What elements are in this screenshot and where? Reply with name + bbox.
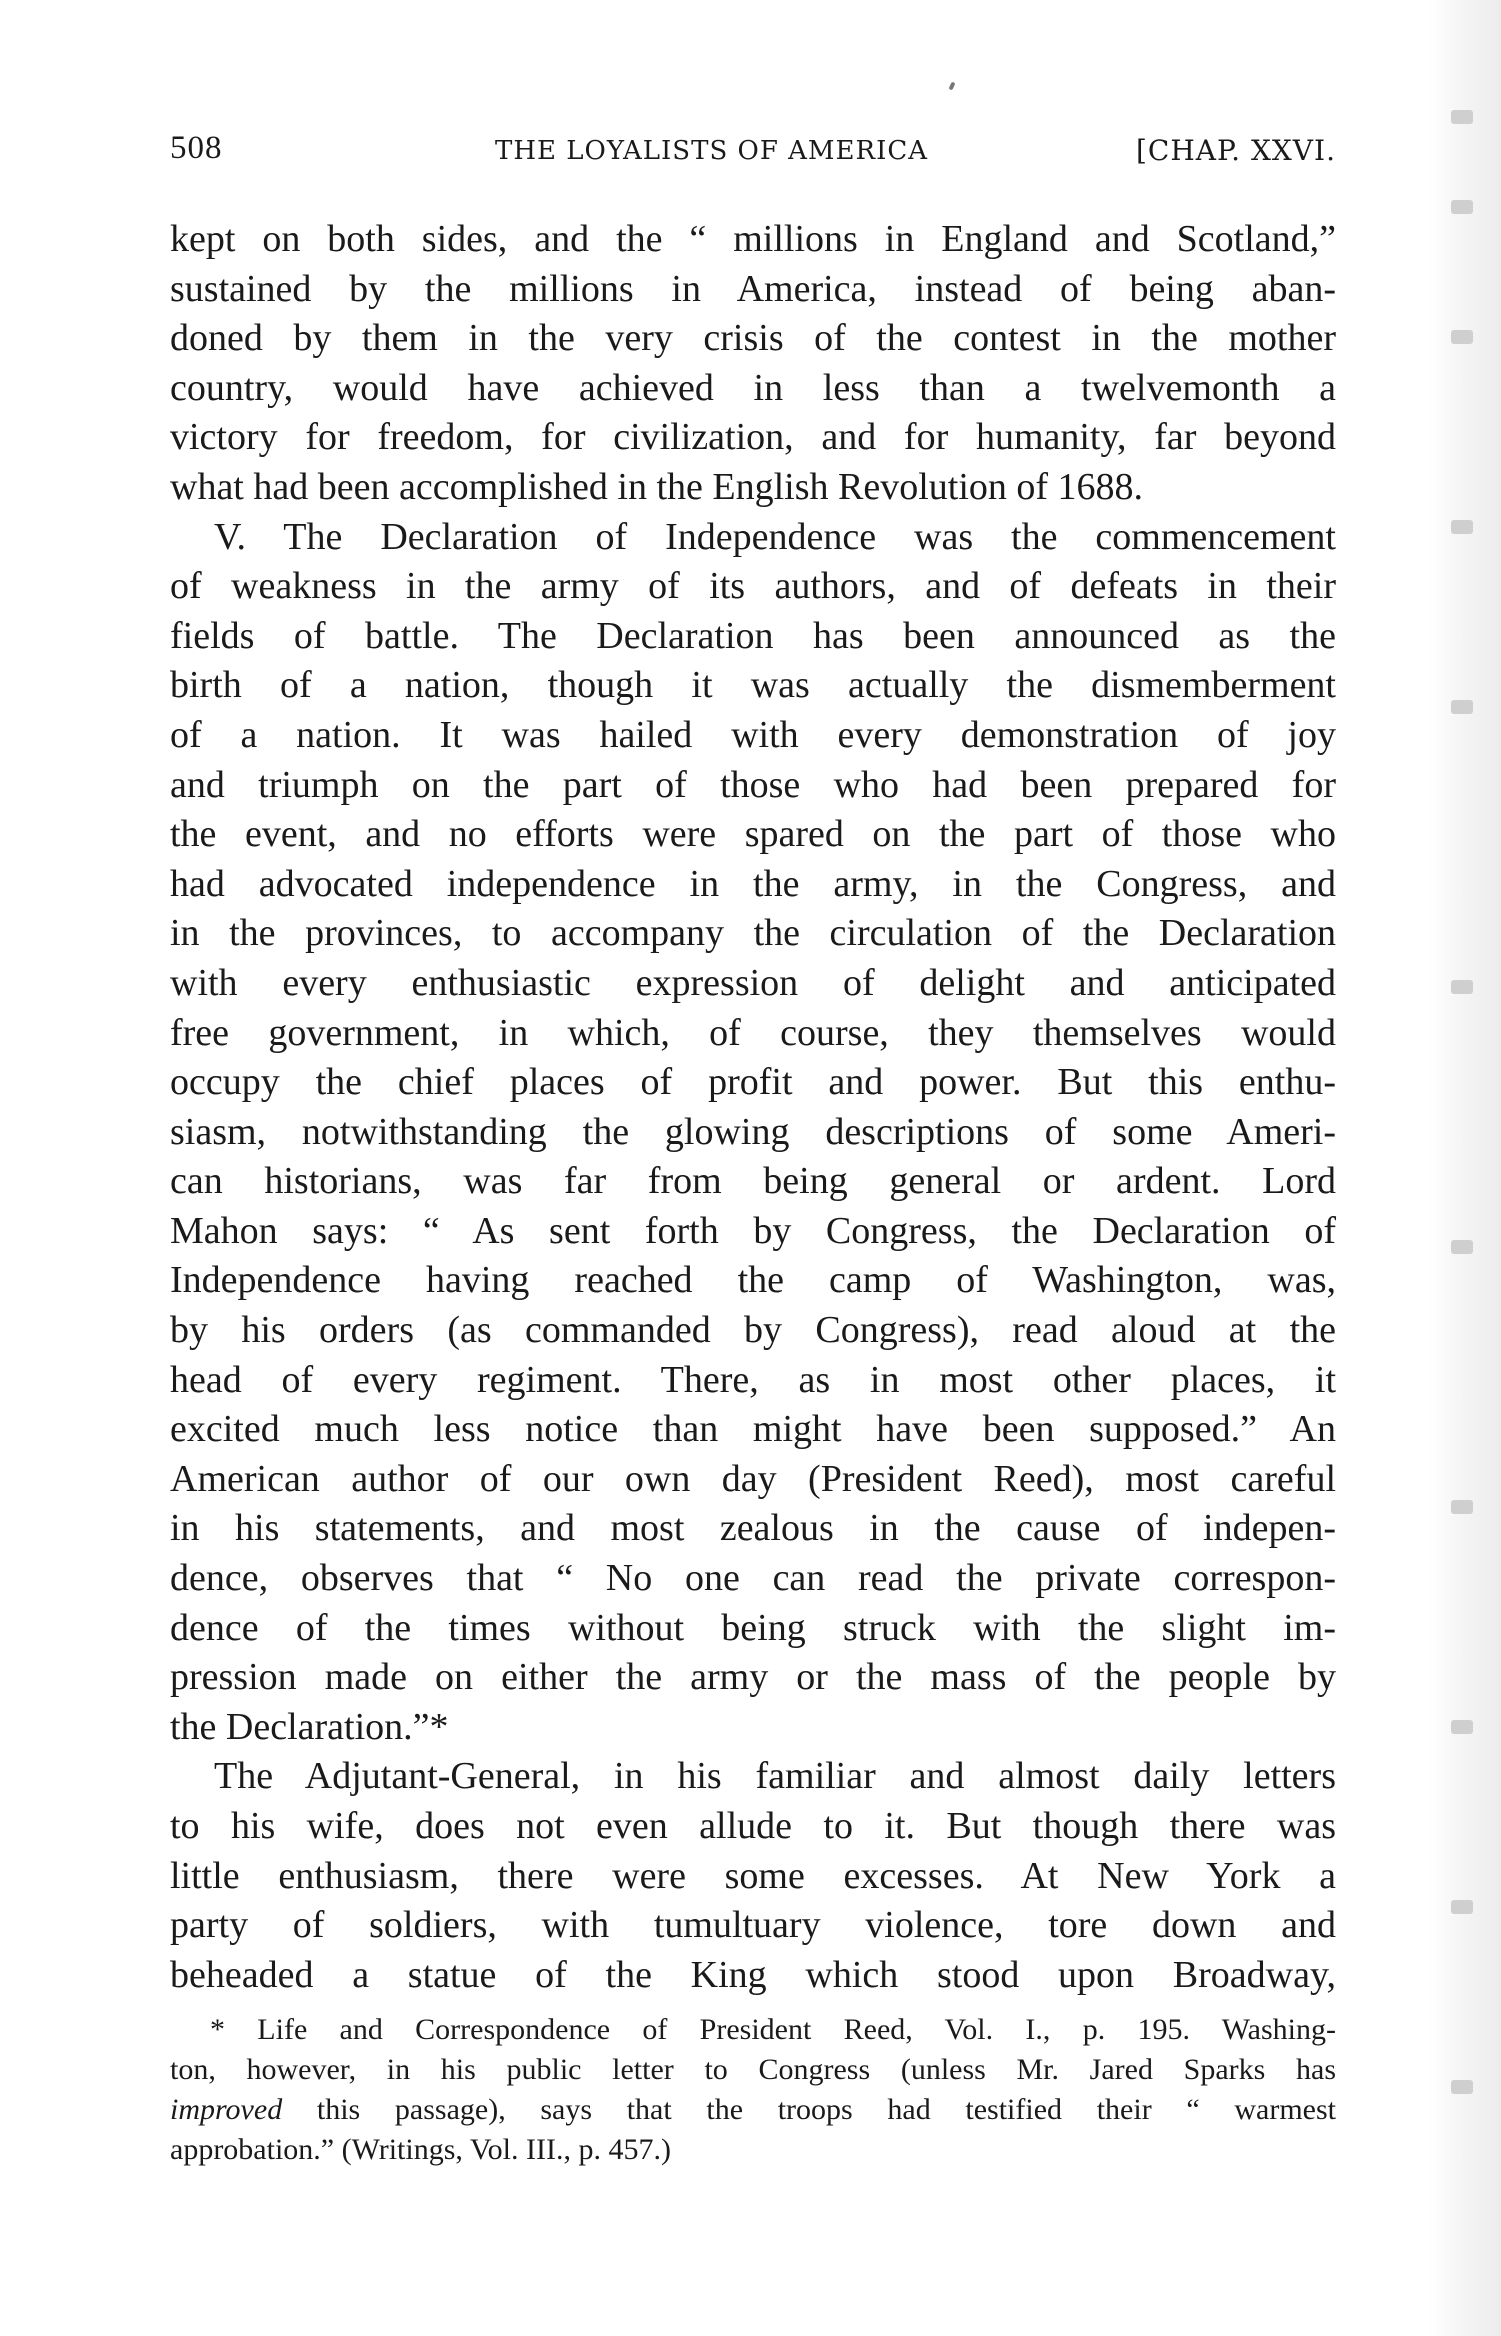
running-title: THE LOYALISTS OF AMERICA (495, 136, 929, 166)
text-line: American author of our own day (President Reed), most careful (170, 1457, 1336, 1500)
text-line: to his wife, does not even allude to it. But though there was (170, 1805, 1336, 1847)
ink-speck (948, 82, 955, 91)
text-line: doned by them in the very crisis of the contest in the mother (170, 317, 1336, 360)
footnote-line: approbation.” (Writings, Vol. III., p. 457.) (170, 2133, 671, 2166)
text-line: beheaded a statue of the King which stood upon Broadway, (170, 1953, 1336, 1996)
text-line: with every enthusiastic expression of delight and anticipated (170, 961, 1336, 1004)
text-line: country, would have achieved in less than a twelvemonth a (170, 366, 1336, 409)
facing-page-edge (1429, 0, 1501, 2336)
text-line: of a nation. It was hailed with every demonstration of joy (170, 713, 1336, 756)
text-line: head of every regiment. There, as in most other places, it (170, 1358, 1336, 1401)
body-text (170, 215, 1336, 2000)
page-number: 508 (170, 130, 223, 166)
bleed-mark (1451, 110, 1473, 124)
text-line: sustained by the millions in America, instead of being aban- (170, 267, 1336, 310)
text-line: had advocated independence in the army, in the Congress, and (170, 862, 1336, 905)
text-line: what had been accomplished in the English Revolution of 1688. (170, 465, 1144, 508)
text-line: kept on both sides, and the “ millions in England and Scotland,” (170, 218, 1336, 260)
bleed-mark (1451, 2080, 1473, 2094)
text-line: can historians, was far from being general or ardent. Lord (170, 1160, 1336, 1203)
footnote-line: ton, however, in his public letter to Congress (unless Mr. Jared Sparks has (170, 2053, 1336, 2086)
text-line: birth of a nation, though it was actually the dismemberment (170, 664, 1336, 707)
running-header (170, 130, 1336, 180)
text-line: in his statements, and most zealous in the cause of indepen- (170, 1507, 1336, 1550)
bleed-mark (1451, 1240, 1473, 1254)
footnote-line (170, 2090, 1336, 2130)
footnote-line: * Life and Correspondence of President Reed, Vol. I., p. 195. Washing- (210, 2013, 1336, 2046)
bleed-mark (1451, 700, 1473, 714)
text-line: dence of the times without being struck with the slight im- (170, 1606, 1336, 1649)
text-line: in the provinces, to accompany the circulation of the Declaration (170, 912, 1336, 955)
text-line: party of soldiers, with tumultuary violence, tore down and (170, 1904, 1336, 1947)
text-line: victory for freedom, for civilization, and for humanity, far beyond (170, 416, 1336, 459)
text-line: pression made on either the army or the mass of the people by (170, 1656, 1336, 1699)
chapter-reference: [CHAP. XXVI. (1135, 134, 1336, 167)
text-line: the Declaration.”* (170, 1705, 449, 1748)
text-line: and triumph on the part of those who had been prepared for (170, 763, 1336, 806)
bleed-mark (1451, 980, 1473, 994)
footnote-line-rest: this passage), says that the troops had testified their “ warmest (282, 2093, 1336, 2126)
text-line: of weakness in the army of its authors, and of defeats in their (170, 565, 1336, 608)
text-line: Independence having reached the camp of Washington, was, (170, 1259, 1336, 1302)
bleed-mark (1451, 1500, 1473, 1514)
text-line: dence, observes that “ No one can read the private correspon- (170, 1557, 1336, 1600)
text-line: siasm, notwithstanding the glowing descriptions of some Ameri- (170, 1110, 1336, 1153)
footnote-italic-word: improved (170, 2093, 283, 2126)
bleed-mark (1451, 1900, 1473, 1914)
bleed-mark (1451, 520, 1473, 534)
footnote (170, 2010, 1336, 2170)
text-line: occupy the chief places of profit and power. But this enthu- (170, 1061, 1336, 1104)
bleed-mark (1451, 330, 1473, 344)
text-line: little enthusiasm, there were some excesses. At New York a (170, 1854, 1336, 1897)
text-line: by his orders (as commanded by Congress), read aloud at the (170, 1309, 1336, 1352)
text-line: fields of battle. The Declaration has been announced as the (170, 614, 1336, 657)
bleed-mark (1451, 1720, 1473, 1734)
text-line: V. The Declaration of Independence was the commencement (214, 515, 1336, 558)
text-line: excited much less notice than might have been supposed.” An (170, 1408, 1336, 1451)
text-line: Mahon says: “ As sent forth by Congress, the Declaration of (170, 1209, 1336, 1252)
text-line: free government, in which, of course, they themselves would (170, 1011, 1336, 1054)
text-line: the event, and no efforts were spared on the part of those who (170, 813, 1336, 856)
bleed-mark (1451, 200, 1473, 214)
text-line: The Adjutant-General, in his familiar and almost daily letters (214, 1755, 1336, 1798)
